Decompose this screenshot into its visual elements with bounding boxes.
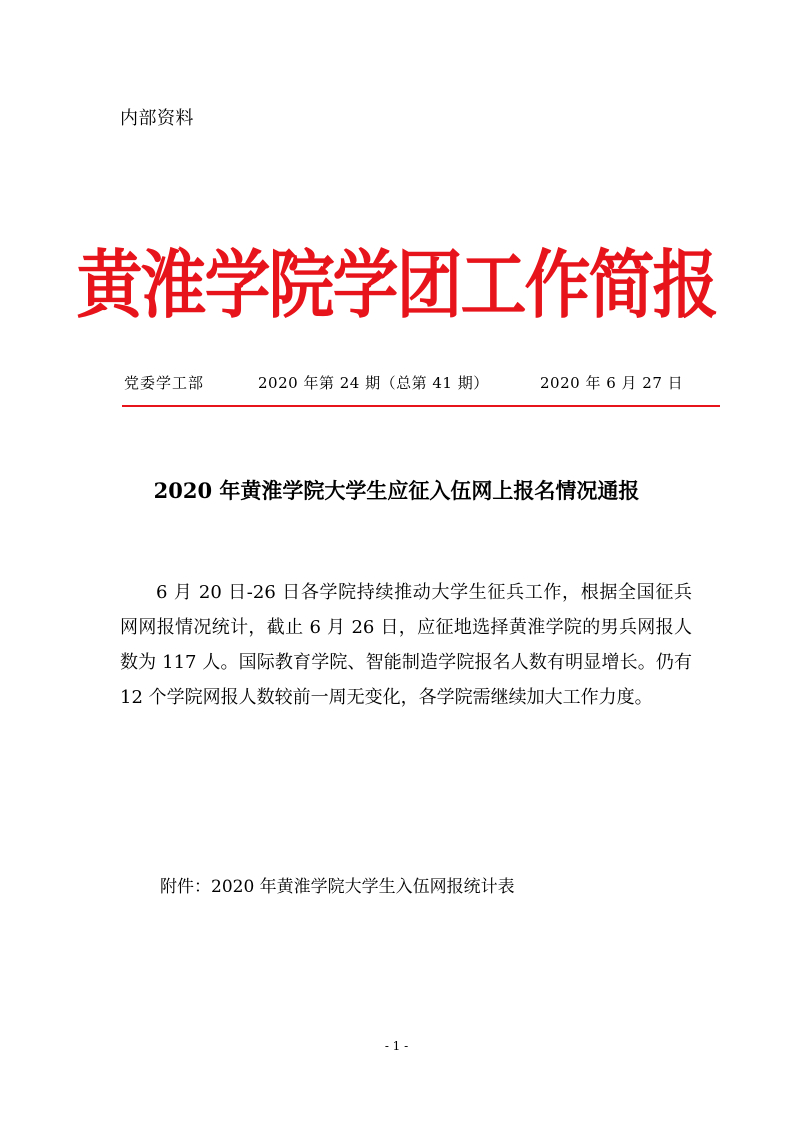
masthead-divider xyxy=(122,405,720,407)
attachment-line: 附件：2020 年黄淮学院大学生入伍网报统计表 xyxy=(160,877,515,897)
document-title: 2020 年黄淮学院大学生应征入伍网上报名情况通报 xyxy=(153,478,640,503)
page-number: - 1 - xyxy=(384,1039,409,1053)
department-name: 党委学工部 xyxy=(124,374,205,392)
internal-material-label: 内部资料 xyxy=(120,108,194,129)
issue-number: 2020 年第 24 期（总第 41 期） xyxy=(258,374,489,392)
issue-date: 2020 年 6 月 27 日 xyxy=(540,374,684,392)
body-paragraph: 6 月 20 日-26 日各学院持续推动大学生征兵工作，根据全国征兵网网报情况统计，截止 6 月 26 日，应征地选择黄淮学院的男兵网报人数为 117 人。国际教育学院、智能制造学院报名人数有明显增长。仍有 12 个学院网报人数较前一周无变化，各学院需继续加大工作力度。 xyxy=(120,582,692,708)
masthead-title: 黄淮学院学团工作简报 xyxy=(76,242,717,329)
